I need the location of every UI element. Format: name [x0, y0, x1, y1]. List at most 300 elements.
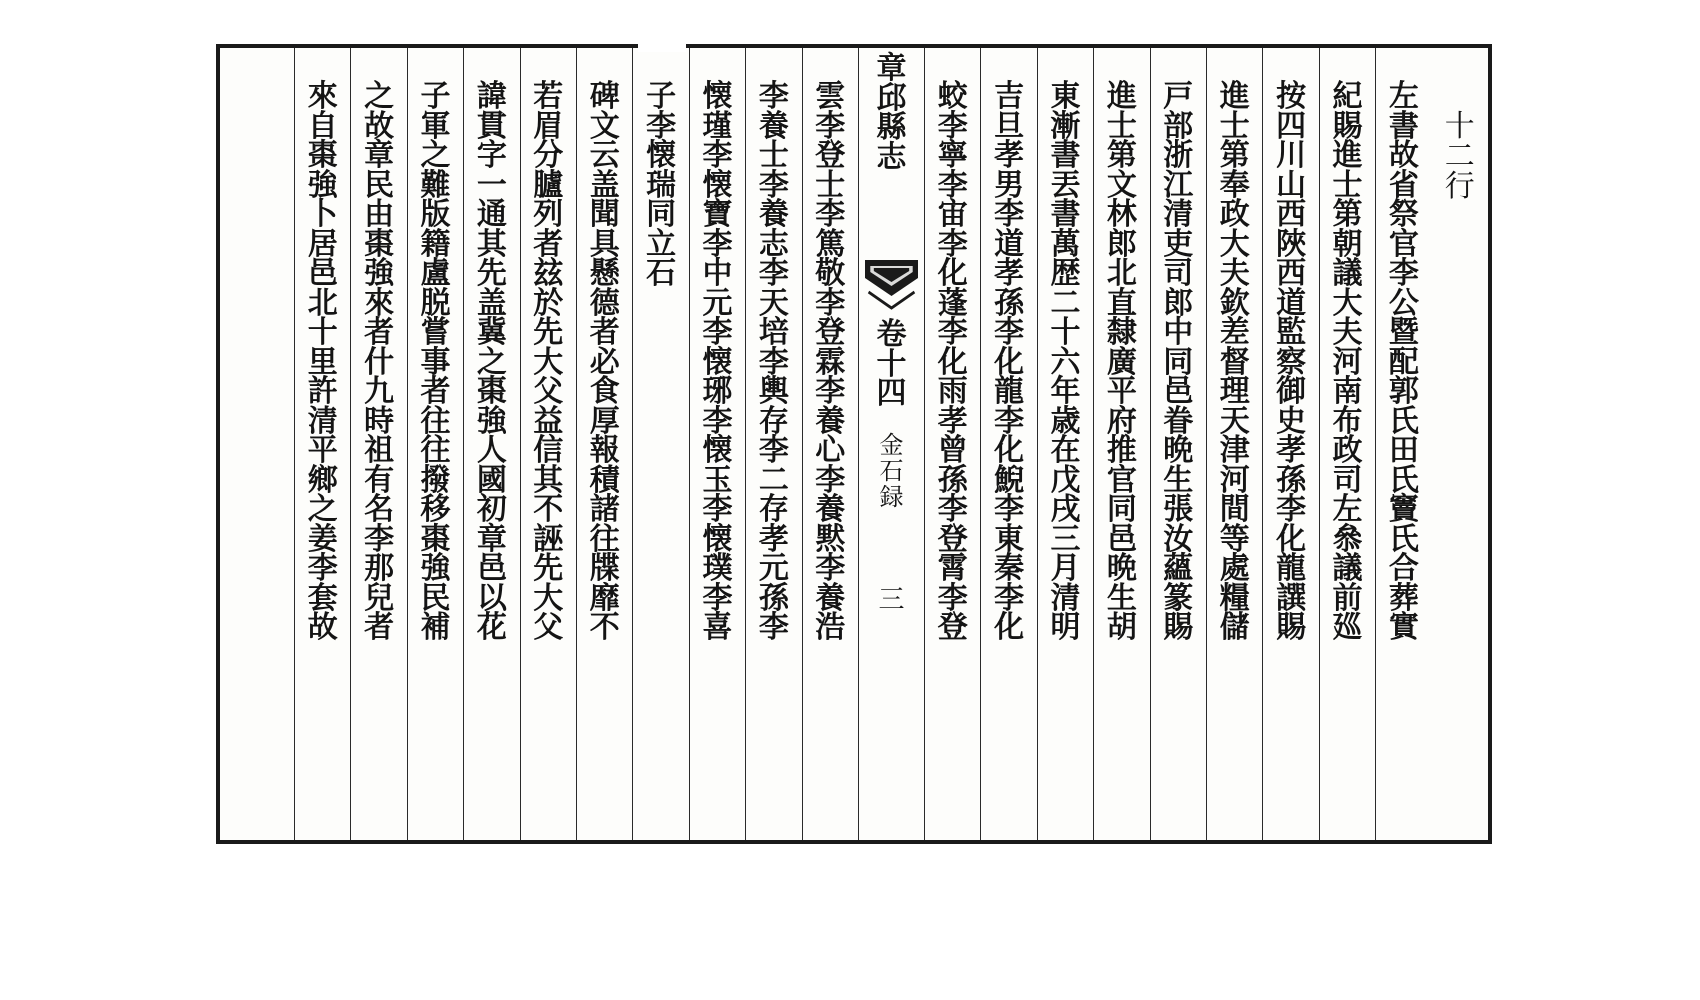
text-column	[1037, 48, 1093, 840]
glyph: 暨	[1388, 315, 1419, 350]
section-label	[859, 432, 924, 510]
glyph: 第	[1219, 138, 1250, 173]
glyph: 督	[1219, 344, 1250, 380]
glyph: 李	[702, 580, 733, 616]
glyph: 四	[876, 376, 907, 411]
glyph: 存	[758, 492, 789, 527]
glyph: 往	[589, 521, 620, 557]
glyph: 李	[702, 403, 733, 439]
glyph: 者	[364, 315, 395, 350]
glyph: 者	[533, 226, 564, 262]
glyph: 孝	[937, 403, 968, 439]
glyph: 大	[1332, 285, 1363, 321]
glyph: 德	[589, 285, 620, 321]
glyph: 旦	[994, 108, 1025, 144]
glyph: 歳	[1050, 403, 1081, 439]
text-column	[1206, 48, 1262, 840]
book-page-spread	[216, 44, 1492, 844]
glyph: 子	[420, 79, 451, 114]
glyph: 天	[1219, 403, 1250, 439]
glyph: 李	[937, 580, 968, 616]
glyph: 者	[589, 315, 620, 350]
glyph: 一	[476, 167, 507, 203]
glyph: 之	[364, 79, 395, 114]
glyph: 套	[307, 580, 338, 616]
glyph: 三	[1050, 521, 1081, 557]
glyph: 者	[420, 374, 451, 409]
glyph: 其	[476, 226, 507, 262]
glyph: 龍	[994, 374, 1025, 409]
text-column	[1262, 48, 1318, 840]
column-text	[351, 79, 406, 645]
glyph: 李	[815, 551, 846, 586]
glyph: 里	[307, 344, 338, 380]
glyph: 道	[994, 226, 1025, 262]
glyph: 朝	[1332, 226, 1363, 262]
glyph: 存	[758, 403, 789, 439]
glyph: 那	[364, 551, 395, 586]
glyph: 化	[994, 610, 1025, 645]
glyph: 第	[1106, 138, 1137, 173]
glyph: 氏	[1388, 462, 1419, 498]
glyph: 由	[364, 197, 395, 232]
glyph: 進	[1106, 79, 1137, 114]
glyph: 養	[758, 197, 789, 232]
glyph: 夫	[1332, 315, 1363, 350]
glyph: 許	[307, 374, 338, 409]
glyph: 孝	[994, 138, 1025, 173]
glyph: 於	[533, 285, 564, 321]
glyph: 第	[1332, 197, 1363, 232]
glyph: 列	[533, 197, 564, 232]
glyph: 林	[1106, 197, 1137, 232]
glyph: 夫	[1219, 256, 1250, 291]
glyph: 平	[307, 433, 338, 468]
glyph: 篤	[815, 226, 846, 262]
glyph: 漸	[1050, 108, 1081, 144]
glyph: 通	[476, 197, 507, 232]
glyph: 之	[307, 492, 338, 527]
glyph: 男	[994, 167, 1025, 203]
text-column	[924, 48, 980, 840]
glyph: 西	[1276, 197, 1307, 232]
glyph: 名	[364, 492, 395, 527]
glyph: 懐	[702, 521, 733, 557]
glyph: 邱	[876, 80, 907, 116]
glyph: 察	[1276, 344, 1307, 380]
glyph: 戸	[1163, 79, 1194, 114]
glyph: 來	[307, 79, 338, 114]
glyph: 玆	[533, 256, 564, 291]
glyph: 府	[1106, 403, 1137, 439]
text-column	[1375, 48, 1431, 840]
column-text	[746, 79, 801, 645]
glyph: 靡	[589, 580, 620, 616]
glyph: 什	[364, 344, 395, 380]
glyph: 進	[1219, 79, 1250, 114]
glyph: 四	[1276, 108, 1307, 144]
glyph: 益	[533, 403, 564, 439]
glyph: 實	[1388, 610, 1419, 645]
glyph: 在	[1050, 433, 1081, 468]
glyph: 父	[533, 610, 564, 645]
glyph: 間	[1219, 492, 1250, 527]
glyph: 蓬	[937, 285, 968, 321]
text-column	[1319, 48, 1375, 840]
glyph: 同	[646, 197, 677, 232]
glyph: 強	[420, 551, 451, 586]
glyph: 李	[815, 108, 846, 144]
glyph: 蘊	[1163, 551, 1194, 586]
text-column	[632, 48, 688, 840]
glyph: 士	[1106, 108, 1137, 144]
glyph: 北	[307, 285, 338, 321]
glyph: 養	[758, 108, 789, 144]
glyph: 浙	[1163, 138, 1194, 173]
column-text	[633, 79, 688, 291]
glyph: 章	[476, 521, 507, 557]
glyph: 官	[1106, 462, 1137, 498]
glyph: 儲	[1219, 610, 1250, 645]
glyph: 廣	[1106, 344, 1137, 380]
glyph: 之	[420, 138, 451, 173]
glyph: 李	[937, 226, 968, 262]
text-column	[1093, 48, 1149, 840]
glyph: 養	[815, 403, 846, 439]
glyph: 李	[1388, 256, 1419, 291]
glyph: 李	[994, 403, 1025, 439]
glyph: 議	[1332, 551, 1363, 586]
glyph: 懐	[702, 344, 733, 380]
glyph: 二	[1050, 285, 1081, 321]
glyph: 竇	[1388, 492, 1419, 527]
glyph: 隸	[1106, 315, 1137, 350]
glyph: 居	[307, 226, 338, 262]
glyph: 二	[758, 462, 789, 498]
glyph: 心	[815, 433, 846, 468]
glyph: 李	[758, 256, 789, 291]
glyph: 棗	[307, 138, 338, 173]
glyph: 李	[815, 285, 846, 321]
column-text	[577, 79, 632, 645]
glyph: 孫	[1276, 462, 1307, 498]
glyph: 化	[1276, 521, 1307, 557]
text-column	[520, 48, 576, 840]
glyph: 自	[307, 108, 338, 144]
glyph: 霄	[937, 551, 968, 586]
glyph: 按	[1276, 79, 1307, 114]
glyph: 盖	[589, 167, 620, 203]
glyph: 事	[420, 344, 451, 380]
glyph: 戊	[1050, 462, 1081, 498]
glyph: 政	[1332, 433, 1363, 468]
glyph: 官	[1388, 226, 1419, 262]
glyph: 時	[364, 403, 395, 439]
glyph: 故	[364, 108, 395, 144]
glyph: 布	[1332, 403, 1363, 439]
glyph: 登	[937, 610, 968, 645]
glyph: 冀	[476, 315, 507, 350]
column-text	[1263, 79, 1318, 645]
glyph: 撥	[420, 462, 451, 498]
glyph: 張	[1163, 492, 1194, 527]
column-heading	[1432, 109, 1488, 204]
glyph: 積	[589, 462, 620, 498]
glyph: 前	[1332, 580, 1363, 616]
glyph: 河	[1332, 344, 1363, 380]
glyph: 懐	[702, 433, 733, 468]
text-column	[689, 48, 745, 840]
column-text	[521, 79, 576, 645]
glyph: 中	[1163, 315, 1194, 350]
glyph: 懐	[702, 79, 733, 114]
glyph: 曾	[937, 433, 968, 468]
glyph: 子	[646, 79, 677, 114]
page-number	[859, 586, 924, 616]
glyph: 有	[364, 462, 395, 498]
glyph: 司	[1163, 256, 1194, 291]
glyph: 士	[815, 167, 846, 203]
glyph: 西	[1276, 256, 1307, 291]
glyph: 棗	[420, 521, 451, 557]
glyph: 卜	[307, 197, 338, 232]
glyph: 孫	[758, 580, 789, 616]
glyph: 雲	[815, 79, 846, 114]
glyph: 李	[758, 433, 789, 468]
glyph: 先	[533, 315, 564, 350]
glyph: 直	[1106, 285, 1137, 321]
glyph: 信	[533, 433, 564, 468]
glyph: 李	[937, 492, 968, 527]
glyph: 晩	[1106, 551, 1137, 586]
glyph: 輿	[758, 374, 789, 409]
glyph: 脱	[420, 285, 451, 321]
glyph: 章	[364, 138, 395, 173]
glyph: 李	[815, 374, 846, 409]
glyph: 奉	[1219, 167, 1250, 203]
text-column	[294, 48, 350, 840]
glyph: 陜	[1276, 226, 1307, 262]
glyph: 議	[1332, 256, 1363, 291]
glyph: 江	[1163, 167, 1194, 203]
glyph: 氏	[1388, 521, 1419, 557]
column-text	[1151, 79, 1206, 645]
glyph: 若	[533, 79, 564, 114]
glyph: 喜	[702, 610, 733, 645]
center-fold	[858, 48, 924, 840]
glyph: 元	[702, 285, 733, 321]
glyph: 李	[994, 492, 1025, 527]
glyph: 處	[1219, 551, 1250, 586]
glyph: 民	[364, 167, 395, 203]
glyph: 難	[420, 167, 451, 203]
glyph: 文	[1106, 167, 1137, 203]
glyph: 孫	[994, 285, 1025, 321]
glyph: 臚	[533, 167, 564, 203]
glyph: 人	[476, 433, 507, 468]
glyph: 生	[1163, 462, 1194, 498]
glyph: 花	[476, 610, 507, 645]
glyph: 棗	[364, 226, 395, 262]
glyph: 生	[1106, 580, 1137, 616]
glyph: 御	[1276, 374, 1307, 409]
glyph: 版	[420, 197, 451, 232]
glyph: 來	[364, 285, 395, 321]
glyph: 吉	[994, 79, 1025, 114]
glyph: 士	[1332, 167, 1363, 203]
glyph: 故	[1388, 138, 1419, 173]
text-column	[576, 48, 632, 840]
glyph: 李	[758, 167, 789, 203]
glyph: 中	[702, 256, 733, 291]
column-text	[690, 79, 745, 645]
glyph: 士	[758, 138, 789, 173]
glyph: 以	[476, 580, 507, 616]
glyph: 北	[1106, 256, 1137, 291]
glyph: 軍	[420, 108, 451, 144]
glyph: 文	[589, 108, 620, 144]
glyph: 國	[476, 462, 507, 498]
glyph: 欽	[1219, 285, 1250, 321]
glyph: 化	[994, 344, 1025, 380]
glyph: 姜	[307, 521, 338, 557]
glyph: 李	[646, 108, 677, 144]
text-column	[1150, 48, 1206, 840]
glyph: 化	[937, 256, 968, 291]
glyph: 書	[1050, 138, 1081, 173]
glyph: 浩	[815, 610, 846, 645]
glyph: 敬	[815, 256, 846, 291]
glyph: 大	[533, 580, 564, 616]
glyph: 山	[1276, 167, 1307, 203]
glyph: 李	[937, 167, 968, 203]
glyph: 先	[533, 551, 564, 586]
glyph: 誣	[533, 521, 564, 557]
glyph: 諸	[589, 492, 620, 527]
glyph: 李	[1276, 492, 1307, 527]
glyph: 邑	[476, 551, 507, 586]
glyph: 眉	[533, 108, 564, 144]
glyph: 霖	[815, 344, 846, 380]
glyph: 盧	[420, 256, 451, 291]
glyph: 推	[1106, 433, 1137, 468]
glyph: 清	[307, 403, 338, 439]
glyph: 河	[1219, 462, 1250, 498]
glyph: 李	[758, 344, 789, 380]
glyph: 戌	[1050, 492, 1081, 527]
glyph: 差	[1219, 315, 1250, 350]
glyph: 卷	[876, 317, 907, 352]
glyph: 李	[994, 197, 1025, 232]
glyph: 平	[1106, 374, 1137, 409]
glyph: 譔	[1276, 580, 1307, 616]
glyph: 十	[1444, 109, 1475, 144]
glyph: 培	[758, 315, 789, 350]
glyph: 年	[1050, 374, 1081, 409]
glyph: 玉	[702, 462, 733, 498]
glyph: 父	[533, 374, 564, 409]
glyph: 鯢	[994, 462, 1025, 498]
glyph: 同	[1106, 492, 1137, 527]
glyph: 諱	[476, 79, 507, 114]
glyph: 孝	[1276, 433, 1307, 468]
glyph: 龍	[1276, 551, 1307, 586]
glyph: 汝	[1163, 521, 1194, 557]
glyph: 郭	[1388, 374, 1419, 409]
glyph: 萬	[1050, 226, 1081, 262]
text-column	[1432, 48, 1488, 840]
glyph: 月	[1050, 551, 1081, 586]
glyph: 強	[364, 256, 395, 291]
column-text	[1038, 79, 1093, 645]
column-text	[295, 79, 350, 645]
glyph: 碑	[589, 79, 620, 114]
glyph: 盖	[476, 285, 507, 321]
glyph: 糧	[1219, 580, 1250, 616]
glyph: 瑞	[646, 167, 677, 203]
glyph: 棗	[476, 374, 507, 409]
glyph: 津	[1219, 433, 1250, 468]
glyph: 不	[533, 492, 564, 527]
glyph: 左	[1332, 492, 1363, 527]
glyph: 食	[589, 374, 620, 409]
glyph: 兒	[364, 580, 395, 616]
glyph: 孝	[758, 521, 789, 557]
glyph: 大	[1219, 226, 1250, 262]
glyph: 強	[476, 403, 507, 439]
glyph: 籍	[420, 226, 451, 262]
glyph: 黙	[815, 521, 846, 557]
glyph: 賜	[1276, 610, 1307, 645]
glyph: 左	[1388, 79, 1419, 114]
glyph: 志	[876, 139, 907, 175]
glyph: 璞	[702, 551, 733, 586]
glyph: 之	[476, 344, 507, 380]
glyph: 瑾	[702, 108, 733, 144]
glyph: 字	[476, 138, 507, 173]
glyph: 監	[1276, 315, 1307, 350]
glyph: 強	[307, 167, 338, 203]
glyph: 二	[1444, 139, 1475, 174]
text-column	[407, 48, 463, 840]
glyph: 李	[702, 492, 733, 527]
glyph: 志	[758, 226, 789, 262]
fishtail-ornament	[865, 256, 918, 314]
glyph: 李	[702, 315, 733, 350]
glyph: 丟	[1050, 167, 1081, 203]
glyph: 省	[1388, 167, 1419, 203]
glyph: 眷	[1163, 403, 1194, 439]
glyph: 牒	[589, 551, 620, 586]
glyph: 同	[1163, 344, 1194, 380]
text-column	[980, 48, 1036, 840]
glyph: 九	[364, 374, 395, 409]
glyph: 其	[533, 462, 564, 498]
glyph: 元	[758, 551, 789, 586]
glyph: 史	[1276, 403, 1307, 439]
glyph: 云	[589, 138, 620, 173]
glyph: 化	[994, 433, 1025, 468]
glyph: 進	[1332, 138, 1363, 173]
glyph: 鄉	[307, 462, 338, 498]
glyph: 晩	[1163, 433, 1194, 468]
glyph: 政	[1219, 197, 1250, 232]
glyph: 懸	[589, 256, 620, 291]
glyph: 邑	[307, 256, 338, 291]
glyph: 明	[1050, 610, 1081, 645]
glyph: 琊	[702, 374, 733, 409]
glyph: 東	[1050, 79, 1081, 114]
